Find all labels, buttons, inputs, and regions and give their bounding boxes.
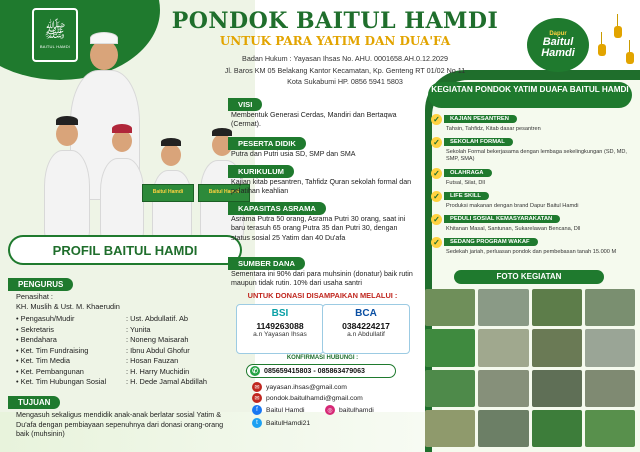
bca-logo: BCA — [355, 308, 377, 319]
page-subtitle: UNTUK PARA YATIM DAN DUA'FA — [219, 34, 451, 48]
penasihat-names: KH. Muslih & Ust. M. Khaerudin — [16, 302, 120, 311]
email-1: yayasan.ihsas@gmail.com — [266, 383, 347, 391]
whatsapp-contact — [246, 364, 396, 378]
profil-banner: PROFIL BAITUL HAMDI — [10, 237, 240, 263]
activity-photo — [425, 329, 475, 366]
check-icon: ✓ — [431, 214, 442, 225]
twitter-name: BaitulHamdi21 — [266, 419, 311, 427]
lantern-icon — [614, 26, 622, 38]
check-icon: ✓ — [431, 114, 442, 125]
dapur-line-2: Baitul — [542, 36, 574, 48]
twitter-icon: t — [252, 418, 262, 428]
kegiatan-item-text: Produksi makanan dengan brand Dapur Baitul Hamdi — [446, 203, 579, 209]
lantern-icon — [598, 44, 606, 56]
photo-gallery — [425, 289, 635, 447]
activity-photo — [478, 329, 528, 366]
pengurus-title: PENGURUS — [8, 278, 73, 291]
instagram-icon: ◎ — [325, 405, 335, 415]
activity-photo — [585, 289, 635, 326]
logo-caption: BAITUL HAMDI — [39, 43, 71, 49]
email-contact-2 — [252, 393, 363, 403]
sumber-title: SUMBER DANA — [228, 257, 305, 270]
page-title: PONDOK BAITUL HAMDI — [171, 8, 499, 34]
bank-card-bsi — [236, 304, 324, 354]
bank-account-holder: a.n Yayasan Ihsas — [253, 331, 307, 338]
whatsapp-icon: ✆ — [250, 366, 260, 376]
activity-photo — [532, 289, 582, 326]
kontak-title: KONFIRMASI HUBUNGI : — [286, 355, 359, 361]
penasihat-label: Penasihat : — [16, 292, 53, 301]
sumber-text: Sementara ini 90% dari para muhsinin (donatur) baik rutin maupun tidak rutin. 10% dari usaha santri — [231, 270, 413, 288]
calligraphy-icon: ﷺ — [44, 20, 66, 42]
twitter-contact — [252, 418, 310, 428]
kurikulum-text: Kajian kitab pesantren, Tahfidz Quran sekolah formal dan pelatihan keahlian — [231, 178, 412, 196]
kegiatan-item-title: SEDANG PROGRAM WAKAF — [444, 238, 538, 246]
email-icon: ✉ — [252, 382, 262, 392]
instagram-name: baitulhamdi — [339, 406, 374, 414]
kurikulum-title: KURIKULUM — [228, 165, 294, 178]
bsi-logo: BSI — [271, 308, 289, 319]
check-icon: ✓ — [431, 191, 442, 202]
peserta-text: Putra dan Putri usia SD, SMP dan SMA — [231, 150, 356, 158]
activity-photo — [585, 410, 635, 447]
activity-photo — [585, 370, 635, 407]
pengurus-row: • Sekretaris : Yunita — [16, 324, 151, 334]
peserta-title: PESERTA DIDIK — [228, 137, 306, 150]
kegiatan-item-text: Tahsin, Tahfidz, Kitab dasar pesantren — [446, 126, 541, 132]
kegiatan-item-title: OLAHRAGA — [444, 169, 492, 177]
food-box: Baitul Hamdi — [198, 184, 250, 202]
check-icon: ✓ — [431, 237, 442, 248]
dapur-label: Dapur — [549, 31, 567, 37]
dapur-badge — [527, 18, 589, 72]
activity-photo — [425, 289, 475, 326]
facebook-icon: f — [252, 405, 262, 415]
bank-account-number: 0384224217 — [342, 321, 390, 331]
kegiatan-item-text: Sedekah jariah, perluasan pondok dan pembebasan tanah 15.000 M — [446, 249, 617, 255]
activity-photo — [425, 410, 475, 447]
kegiatan-title: KEGIATAN PONDOK YATIM DUAFA BAITUL HAMDI — [428, 82, 632, 108]
activity-photo — [585, 329, 635, 366]
instagram-contact — [325, 405, 374, 415]
kegiatan-item-text: Khitanan Masal, Santunan, Sukarelawan Bencana, Dll — [446, 226, 581, 232]
visi-text: Membentuk Generasi Cerdas, Mandiri dan Bertaqwa (Cermat). — [231, 111, 397, 129]
pengurus-list — [16, 314, 236, 388]
kegiatan-item-title: KAJIAN PESANTREN — [444, 115, 517, 123]
pengurus-row: • Bendahara : Noneng Maisarah — [16, 335, 189, 344]
check-icon: ✓ — [431, 168, 442, 179]
kegiatan-item-title: SEKOLAH FORMAL — [444, 138, 513, 146]
bank-account-holder: a.n Abdullatif — [347, 331, 385, 338]
check-icon: ✓ — [431, 137, 442, 148]
pengurus-row: • Ket. Pembangunan : H. Harry Muchidin — [16, 366, 190, 376]
bank-card-bca — [322, 304, 410, 354]
children-photo — [30, 30, 255, 240]
kegiatan-item-title: PEDULI SOSIAL KEMASYARAKATAN — [444, 215, 560, 223]
activity-photo — [478, 370, 528, 407]
email-2: pondok.baitulhamdi@gmail.com — [266, 394, 363, 402]
dapur-line-3: Hamdi — [541, 47, 575, 59]
kegiatan-item-title: LIFE SKILL — [444, 192, 489, 200]
address: Jl. Baros KM 05 Belakang Kantor Kecamatan, Kp. Genteng RT 01/02 No 11 — [224, 66, 466, 75]
activity-photo — [532, 329, 582, 366]
email-icon: ✉ — [252, 393, 262, 403]
kapasitas-text: Asrama Putra 50 orang, Asrama Putri 30 orang, saat ini baru terasuh 65 orang Putra 35 dan Putri 30, dengan status sosial 25 Yatim dan 40 Du'afa — [231, 215, 406, 242]
facebook-contact — [252, 405, 305, 415]
visi-title: VISI — [228, 98, 262, 111]
lantern-icon — [626, 52, 634, 64]
tujuan-text: Mengasuh sekaligus mendidik anak-anak berlatar sosial Yatim & Du'afa dengan pembiayaan sepenuhnya dari donasi orang-orang baik (muhsinin) — [16, 410, 224, 439]
pengurus-row: • Ket. Tim Media : Hosan Fauzan — [16, 356, 179, 365]
activity-photo — [478, 410, 528, 447]
activity-photo — [532, 370, 582, 407]
email-contact-1 — [252, 382, 347, 392]
kegiatan-item-text: Futsal, Silat, Dll — [446, 180, 485, 186]
food-box: Baitul Hamdi — [142, 184, 194, 202]
whatsapp-numbers: 085659415803 - 085863479063 — [264, 367, 365, 375]
activity-photo — [425, 370, 475, 407]
foto-kegiatan-title: FOTO KEGIATAN — [454, 270, 604, 284]
activity-photo — [532, 410, 582, 447]
pengurus-row: • Ket. Tim Hubungan Sosial : H. Dede Jamal Abdillah — [16, 377, 207, 386]
kegiatan-item-text: Sekolah Formal bekerjasama dengan lembaga sekelingkungan (SD, MD, SMP, SMA) — [446, 149, 627, 162]
city-phone: Kota Sukabumi HP. 0856 5941 5803 — [287, 77, 403, 86]
activity-photo — [478, 289, 528, 326]
legal-info: Badan Hukum : Yayasan Ihsas No. AHU. 0001658.AH.0.12.2029 — [242, 54, 448, 63]
tujuan-title: TUJUAN — [8, 396, 60, 409]
donasi-title: UNTUK DONASI DISAMPAIKAN MELALUI : — [247, 291, 398, 300]
facebook-name: Baitul Hamdi — [266, 406, 305, 414]
bank-account-number: 1149263088 — [256, 321, 304, 331]
pengurus-row: • Pengasuh/Mudir : Ust. Abdullatif. Ab — [16, 314, 189, 323]
kapasitas-title: KAPASITAS ASRAMA — [228, 202, 326, 215]
pengurus-row: • Ket. Tim Fundraising : Ibnu Abdul Ghofur — [16, 345, 190, 355]
